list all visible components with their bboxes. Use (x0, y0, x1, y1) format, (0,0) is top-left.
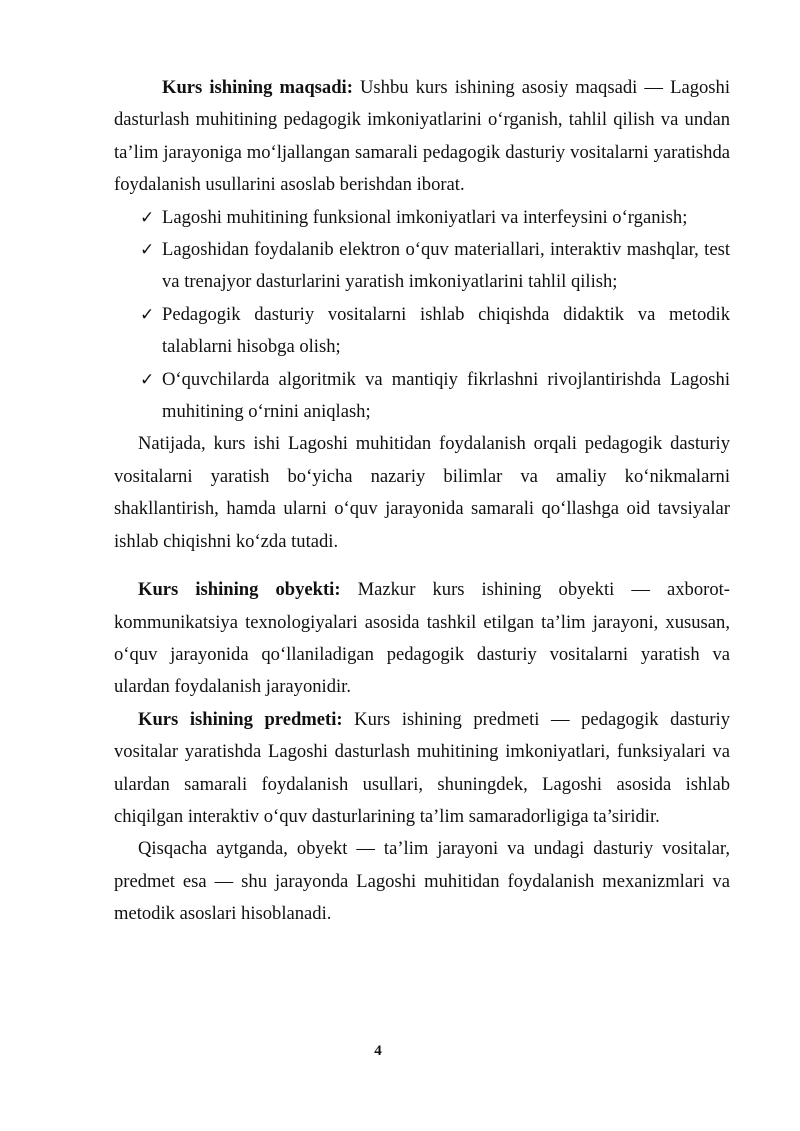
checkmark-icon: ✓ (140, 304, 155, 325)
goal-paragraph (114, 72, 730, 202)
summary-paragraph: Qisqacha aytganda, obyekt — ta’lim jarayoni va undagi dasturiy vositalar, predmet esa — shu jarayonda Lagoshi muhitidan foydalanish mexanizmlari va metodik asoslari hisoblanadi. (114, 838, 730, 925)
checkmark-icon: ✓ (140, 240, 155, 261)
result-paragraph: Natijada, kurs ishi Lagoshi muhitidan foydalanish orqali pedagogik dasturiy vositalarni yaratish bo‘yicha nazariy bilimlar va amaliy ko‘nikmalarni shakllantirish, hamda ularni o‘quv jarayonida samarali qo‘llashga oid tavsiyalar ishlab chiqishni ko‘zda tutadi. (114, 433, 730, 552)
list-item (114, 299, 730, 364)
page-number: 4 (374, 1043, 382, 1059)
page-content (114, 72, 730, 931)
task-text: Pedagogik dasturiy vositalarni ishlab chiqishda didaktik va metodik talablarni hisobga olish; (162, 303, 730, 358)
object-heading: Kurs ishining obyekti: (138, 579, 341, 601)
task-text: Lagoshi muhitining funksional imkoniyatlari va interfeysini o‘rganish; (162, 206, 688, 228)
object-text: Mazkur kurs ishining obyekti — axborot-kommunikatsiya texnologiyalari asosida tashkil etilgan ta’lim jarayoni, xususan, o‘quv jarayonida qo‘llaniladigan pedagogik dasturiy vositalarni yaratish va ulardan foydalanish jarayonidir. (114, 579, 730, 698)
list-item (114, 364, 730, 429)
object-paragraph (114, 574, 730, 704)
checkmark-icon: ✓ (140, 207, 155, 228)
goal-text: Ushbu kurs ishining asosiy maqsadi — Lagoshi dasturlash muhitining pedagogik imkoniyatlarini o‘rganish, tahlil qilish va undan ta’lim jarayoniga mo‘ljallangan samarali pedagogik dasturiy vositalarni yaratishda foydalanish usullarini asoslab berishdan iborat. (114, 77, 730, 196)
subject-heading: Kurs ishining predmeti: (138, 708, 343, 730)
goal-heading: Kurs ishining maqsadi: (162, 77, 353, 98)
list-item (114, 202, 730, 234)
task-text: Lagoshidan foydalanib elektron o‘quv materiallari, interaktiv mashqlar, test va trenajyor dasturlarini yaratish imkoniyatlarini tahlil qilish; (162, 239, 730, 293)
task-list (114, 202, 730, 429)
checkmark-icon: ✓ (140, 369, 155, 390)
subject-text: Kurs ishining predmeti — pedagogik dasturiy vositalar yaratishda Lagoshi dasturlash muhitining imkoniyatlari, funksiyalari va ulardan samarali foydalanish usullari, shuningdek, Lagoshi asosida ishlab chiqilgan interaktiv o‘quv dasturlarining ta’lim samaradorligiga ta’siridir. (114, 708, 730, 827)
subject-paragraph (114, 704, 730, 834)
list-item (114, 234, 730, 299)
task-text: O‘quvchilarda algoritmik va mantiqiy fikrlashni rivojlantirishda Lagoshi muhitining o‘rnini aniqlash; (162, 368, 730, 423)
